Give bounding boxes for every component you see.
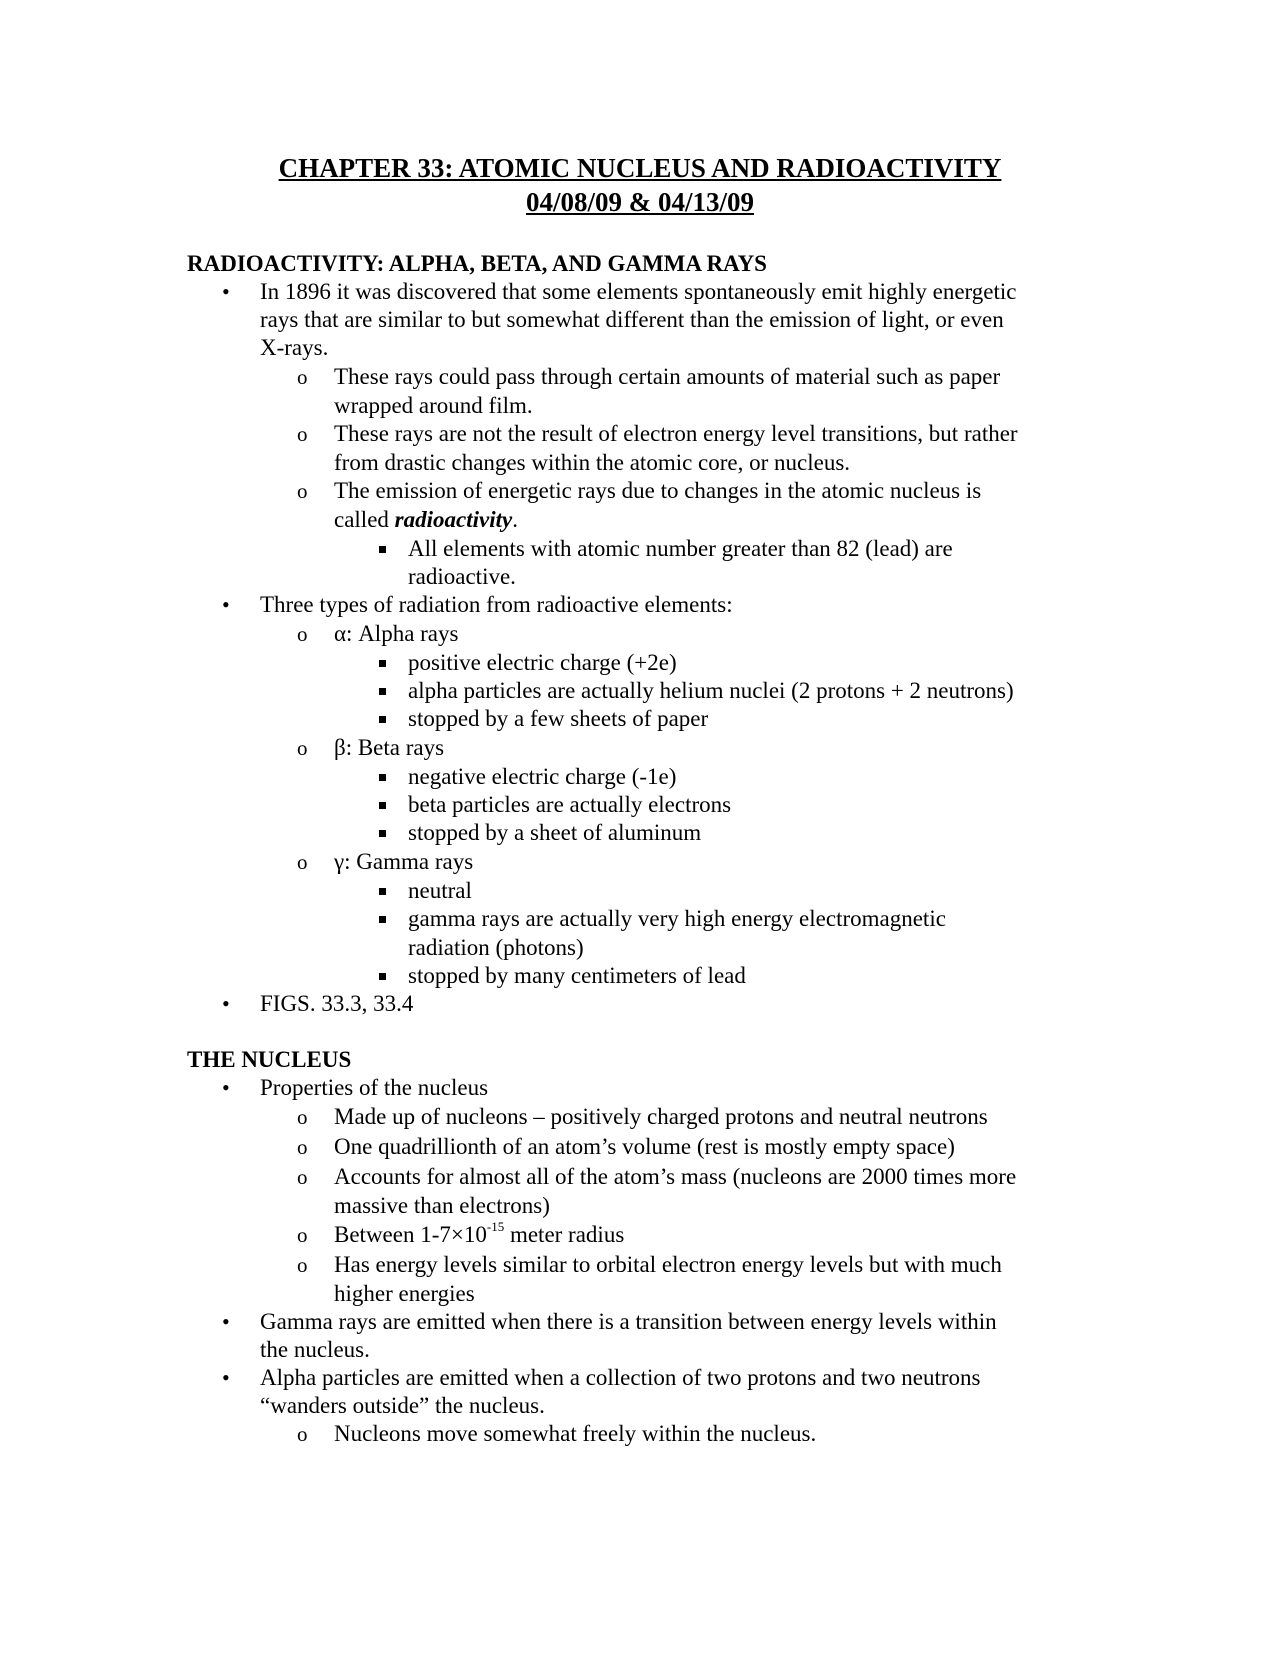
square-bullet-icon [379, 916, 386, 923]
text-fragment: meter radius [504, 1222, 625, 1247]
paragraph-line: FIGS. 33.3, 33.4 [260, 991, 414, 1016]
list-item-line: stopped by a sheet of aluminum [408, 820, 702, 845]
list-item-line: neutral [408, 878, 472, 903]
list-item-line: These rays are not the result of electron energy level transitions, but rather [334, 421, 1018, 446]
term-radioactivity: radioactivity [394, 507, 513, 532]
list-item-line: stopped by a few sheets of paper [408, 706, 709, 731]
sub-bullet-icon: o [297, 1135, 308, 1159]
sub-bullet-icon: o [297, 1223, 308, 1247]
square-bullet-icon [379, 774, 386, 781]
bullet-icon: • [222, 279, 230, 304]
document-title: CHAPTER 33: ATOMIC NUCLEUS AND RADIOACTIVITY [278, 153, 1002, 183]
square-bullet-icon [379, 660, 386, 667]
list-item-line: massive than electrons) [334, 1193, 550, 1218]
list-item-line: The emission of energetic rays due to changes in the atomic nucleus is [334, 478, 982, 503]
paragraph-line: In 1896 it was discovered that some elements spontaneously emit highly energetic [260, 279, 1017, 304]
text-fragment: called [334, 507, 395, 532]
text-fragment: . [512, 507, 518, 532]
list-item-line: Made up of nucleons – positively charged protons and neutral neutrons [334, 1104, 988, 1129]
paragraph-line: rays that are similar to but somewhat different than the emission of light, or even [260, 307, 1004, 332]
section-heading-nucleus: THE NUCLEUS [187, 1047, 352, 1072]
list-item-line: gamma rays are actually very high energy electromagnetic [408, 906, 946, 931]
sub-bullet-icon: o [297, 850, 308, 874]
list-item-line: negative electric charge (-1e) [408, 764, 677, 789]
list-item-line: Nucleons move somewhat freely within the nucleus. [334, 1421, 817, 1446]
list-item-line: alpha particles are actually helium nuclei (2 protons + 2 neutrons) [408, 678, 1014, 703]
text-fragment: Between 1-7×10 [334, 1222, 487, 1247]
square-bullet-icon [379, 973, 386, 980]
list-item-line: stopped by many centimeters of lead [408, 963, 746, 988]
list-item-line: beta particles are actually electrons [408, 792, 732, 817]
list-item-line [334, 506, 518, 534]
sub-bullet-icon: o [297, 1105, 308, 1129]
square-bullet-icon [379, 830, 386, 837]
bullet-icon: • [222, 1075, 230, 1100]
exponent: -15 [486, 1219, 505, 1235]
paragraph-line: Three types of radiation from radioactive elements: [260, 592, 733, 617]
list-item-line: Accounts for almost all of the atom’s mass (nucleons are 2000 times more [334, 1164, 1017, 1189]
sub-bullet-icon: o [297, 1253, 308, 1277]
bullet-icon: • [222, 1309, 230, 1334]
list-item-line: α: Alpha rays [334, 621, 459, 646]
sub-bullet-icon: o [297, 622, 308, 646]
list-item-line: These rays could pass through certain amounts of material such as paper [334, 364, 1001, 389]
list-item-line: radiation (photons) [408, 935, 584, 960]
paragraph-line: “wanders outside” the nucleus. [260, 1393, 545, 1418]
list-item-line: Has energy levels similar to orbital electron energy levels but with much [334, 1252, 1002, 1277]
document-dates: 04/08/09 & 04/13/09 [526, 187, 754, 217]
section-heading-radioactivity: RADIOACTIVITY: ALPHA, BETA, AND GAMMA RAYS [187, 251, 767, 276]
list-item-line: β: Beta rays [334, 735, 445, 760]
sub-bullet-icon: o [297, 422, 308, 446]
paragraph-line: the nucleus. [260, 1337, 370, 1362]
square-bullet-icon [379, 546, 386, 553]
square-bullet-icon [379, 888, 386, 895]
paragraph-line: Gamma rays are emitted when there is a transition between energy levels within [260, 1309, 997, 1334]
paragraph-line: Alpha particles are emitted when a collection of two protons and two neutrons [260, 1365, 981, 1390]
sub-bullet-icon: o [297, 736, 308, 760]
list-item-line: All elements with atomic number greater than 82 (lead) are [408, 536, 953, 561]
bullet-icon: • [222, 1365, 230, 1390]
sub-bullet-icon: o [297, 479, 308, 503]
list-item-line: higher energies [334, 1281, 475, 1306]
bullet-icon: • [222, 592, 230, 617]
sub-bullet-icon: o [297, 1165, 308, 1189]
list-item-line: radioactive. [408, 564, 516, 589]
sub-bullet-icon: o [297, 365, 308, 389]
list-item-line: One quadrillionth of an atom’s volume (rest is mostly empty space) [334, 1134, 955, 1159]
list-item-line: from drastic changes within the atomic core, or nucleus. [334, 450, 851, 475]
bullet-icon: • [222, 991, 230, 1016]
square-bullet-icon [379, 802, 386, 809]
paragraph-line: X-rays. [260, 335, 329, 360]
square-bullet-icon [379, 716, 386, 723]
paragraph-line: Properties of the nucleus [260, 1075, 489, 1100]
list-item-line: wrapped around film. [334, 393, 533, 418]
square-bullet-icon [379, 688, 386, 695]
list-item-line [334, 1221, 624, 1249]
list-item-line: positive electric charge (+2e) [408, 650, 677, 675]
list-item-line: γ: Gamma rays [334, 849, 474, 874]
sub-bullet-icon: o [297, 1422, 308, 1446]
